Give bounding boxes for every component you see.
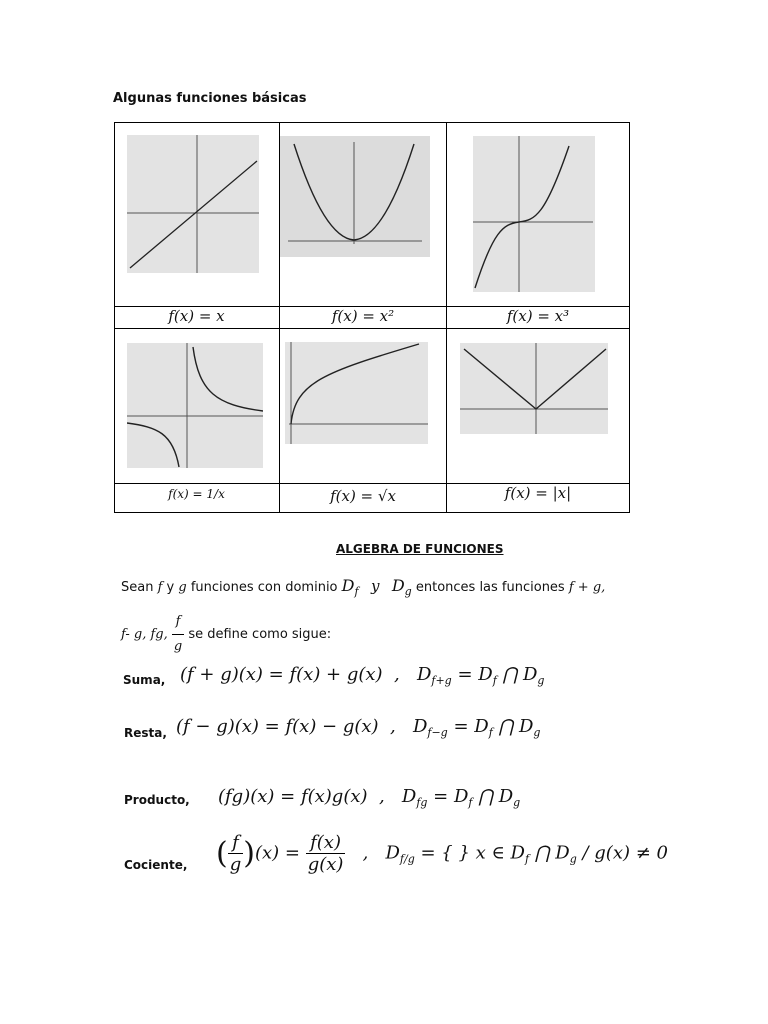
caption-cube: f(x) = x³ — [506, 307, 570, 325]
plot-identity — [127, 135, 259, 273]
caption-square: f(x) = x² — [331, 307, 395, 325]
functions-table — [114, 122, 630, 513]
section-title: ALGEBRA DE FUNCIONES — [336, 542, 504, 556]
plot-reciprocal — [127, 343, 263, 468]
label-cociente: Cociente, — [124, 858, 188, 872]
section-heading: Algunas funciones básicas — [113, 91, 307, 106]
formula-producto: (fg)(x) = f(x)g(x) , $D_{fg} = D_f$ ⋂ $D_g$ — [218, 786, 521, 809]
label-suma: Suma, — [123, 673, 166, 687]
caption-reciprocal: f(x) = 1/x — [168, 487, 225, 501]
label-resta: Resta, — [124, 726, 167, 740]
plot-cube — [473, 136, 595, 292]
formula-cociente: ( $\frac{f}{g}$ )(x) = $\frac{f(x)}{g(x)}$ , $D_{f/g}$ = { } x ∈ $D_f$ ⋂ $D_g / g(x) \ne 0$ — [216, 832, 668, 875]
plot-sqrt — [285, 342, 428, 444]
formula-resta: (f − g)(x) = f(x) − g(x) , $D_{f-g} = D_f$ ⋂ $D_g$ — [176, 716, 541, 739]
formula-suma: (f + g)(x) = f(x) + g(x) , $D_{f+g} = D_f$ ⋂ $D_g$ — [180, 664, 545, 687]
plot-abs — [460, 343, 608, 434]
caption-identity: f(x) = x — [168, 307, 225, 325]
intro-paragraph: Sean f y g funciones con dominio $D_f$ y $D_g$ entonces las funciones f + g, f- g, fg, $\frac{f}{g}$ se define como sigue: — [121, 576, 606, 654]
caption-abs: f(x) = |x| — [504, 484, 572, 502]
label-producto: Producto, — [124, 793, 190, 807]
caption-sqrt: f(x) = √x — [330, 487, 396, 505]
plot-square — [280, 136, 430, 257]
